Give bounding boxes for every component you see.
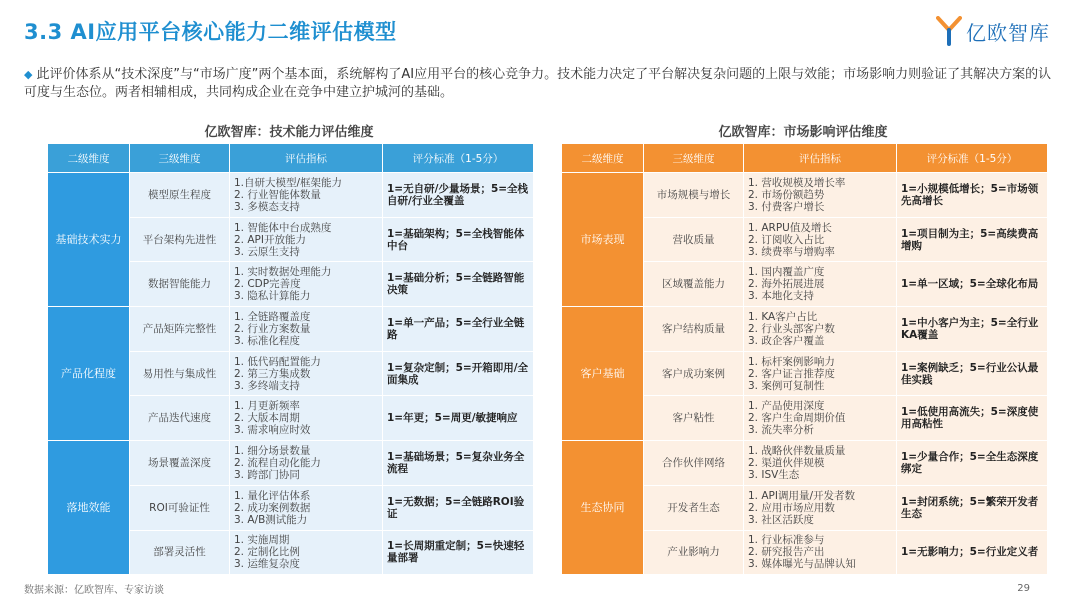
indicator-cell (744, 530, 897, 575)
indicator-cell (230, 173, 383, 218)
logo (936, 16, 1050, 46)
sub-dimension-cell: 合作伙伴网络 (644, 441, 744, 486)
indicator-line: 1. 量化评估体系 (234, 489, 311, 502)
indicator-cell (230, 441, 383, 486)
indicator-line: 3. 社区活跃度 (748, 513, 814, 526)
sub-dimension-cell: 客户成功案例 (644, 351, 744, 396)
indicator-line: 2. 第三方集成数 (234, 367, 311, 380)
scoring-standard-cell: 1=基础架构；5=全栈智能体中台 (383, 217, 534, 262)
category-cell: 基础技术实力 (48, 173, 130, 307)
indicator-cell (230, 217, 383, 262)
indicator-line: 1. 实时数据处理能力 (234, 266, 332, 279)
indicator-cell (230, 307, 383, 352)
page-title: 3.3 AI应用平台核心能力二维评估模型 (24, 20, 397, 44)
indicator-line: 2. 流程自动化能力 (234, 456, 321, 469)
category-cell: 落地效能 (48, 441, 130, 575)
indicator-cell (744, 217, 897, 262)
indicator-cell (744, 351, 897, 396)
sub-dimension-cell: 产品迭代速度 (130, 396, 230, 441)
indicator-cell (230, 262, 383, 307)
scoring-standard-cell: 1=无自研/少量场景；5=全栈自研/行业全覆盖 (383, 173, 534, 218)
sub-dimension-cell: 开发者生态 (644, 485, 744, 530)
indicator-line: 2. 应用市场应用数 (748, 501, 835, 514)
tech-table (47, 143, 534, 575)
logo-icon (936, 16, 962, 46)
indicator-line: 3. 政企客户覆盖 (748, 334, 825, 347)
indicator-cell (230, 485, 383, 530)
indicator-line: 1. 国内覆盖广度 (748, 266, 825, 279)
indicator-line: 1.自研大模型/框架能力 (234, 176, 343, 189)
indicator-line: 2. 成功案例数据 (234, 501, 311, 514)
scoring-standard-cell: 1=低使用高流失；5=深度使用高粘性 (897, 396, 1048, 441)
column-header: 评估指标 (744, 144, 897, 173)
scoring-standard-cell: 1=年更；5=周更/敏捷响应 (383, 396, 534, 441)
sub-dimension-cell: ROI可验证性 (130, 485, 230, 530)
indicator-line: 2. 渠道伙伴规模 (748, 456, 825, 469)
indicator-line: 1. 月更新频率 (234, 400, 300, 413)
sub-dimension-cell: 市场规模与增长 (644, 173, 744, 218)
indicator-cell (744, 441, 897, 486)
indicator-line: 1. 细分场景数量 (234, 444, 311, 457)
sub-dimension-cell: 产品矩阵完整性 (130, 307, 230, 352)
indicator-line: 3. 付费客户增长 (748, 200, 825, 213)
indicator-line: 1. 实施周期 (234, 534, 290, 547)
column-header: 二级维度 (562, 144, 644, 173)
indicator-line: 3. 需求响应时效 (234, 424, 311, 437)
indicator-line: 3. 本地化支持 (748, 290, 814, 303)
scoring-standard-cell: 1=单一区域；5=全球化布局 (897, 262, 1048, 307)
sub-dimension-cell: 营收质量 (644, 217, 744, 262)
scoring-standard-cell: 1=无影响力；5=行业定义者 (897, 530, 1048, 575)
indicator-line: 2. 订阅收入占比 (748, 233, 825, 246)
indicator-line: 2. 大版本周期 (234, 412, 300, 425)
indicator-line: 2. 市场份额趋势 (748, 188, 825, 201)
indicator-line: 3. 隐私计算能力 (234, 290, 311, 303)
indicator-line: 3. 多终端支持 (234, 379, 300, 392)
table-row (48, 441, 534, 486)
indicator-cell (230, 396, 383, 441)
scoring-standard-cell: 1=复杂定制；5=开箱即用/全面集成 (383, 351, 534, 396)
scoring-standard-cell: 1=封闭系统；5=繁荣开发者生态 (897, 485, 1048, 530)
intro-text: 此评价体系从“技术深度”与“市场广度”两个基本面，系统解构了AI应用平台的核心竞争力。技术能力决定了平台解决复杂问题的上限与效能；市场影响力则验证了其解决方案的认可度与生态位。两者相辅相成，共同构成企业在竞争中建立护城河的基础。 (24, 67, 1052, 100)
column-header: 三级维度 (130, 144, 230, 173)
indicator-line: 1. 产品使用深度 (748, 400, 825, 413)
indicator-line: 1. 标杆案例影响力 (748, 355, 835, 368)
sub-dimension-cell: 区域覆盖能力 (644, 262, 744, 307)
scoring-standard-cell: 1=长周期重定制；5=快速轻量部署 (383, 530, 534, 575)
column-header: 评估指标 (230, 144, 383, 173)
indicator-line: 3. 续费率与增购率 (748, 245, 835, 258)
sub-dimension-cell: 部署灵活性 (130, 530, 230, 575)
indicator-line: 2. CDP完善度 (234, 278, 301, 291)
table-row (562, 173, 1048, 218)
page-number: 29 (1017, 583, 1030, 594)
indicator-line: 2. 客户证言推荐度 (748, 367, 835, 380)
indicator-cell (744, 485, 897, 530)
column-header: 评分标准（1-5分） (897, 144, 1048, 173)
indicator-line: 3. 多模态支持 (234, 200, 300, 213)
market-table-title: 亿欧智库：市场影响评估维度 (718, 125, 888, 140)
table-row (48, 307, 534, 352)
diamond-bullet-icon: ◆ (24, 68, 33, 81)
indicator-line: 3. 流失率分析 (748, 424, 814, 437)
indicator-line: 3. 案例可复制性 (748, 379, 825, 392)
scoring-standard-cell: 1=单一产品；5=全行业全链路 (383, 307, 534, 352)
indicator-cell (744, 173, 897, 218)
indicator-line: 2. 行业方案数量 (234, 322, 311, 335)
intro-text-block (24, 66, 1054, 102)
indicator-cell (230, 351, 383, 396)
table-row (562, 441, 1048, 486)
indicator-line: 1. KA客户占比 (748, 310, 818, 323)
sub-dimension-cell: 模型原生程度 (130, 173, 230, 218)
category-cell: 生态协同 (562, 441, 644, 575)
scoring-standard-cell: 1=中小客户为主；5=全行业KA覆盖 (897, 307, 1048, 352)
indicator-line: 3. 运维复杂度 (234, 558, 300, 571)
scoring-standard-cell: 1=基础分析；5=全链路智能决策 (383, 262, 534, 307)
indicator-line: 3. 标准化程度 (234, 334, 300, 347)
tech-table-title: 亿欧智库：技术能力评估维度 (204, 125, 374, 140)
indicator-line: 2. 定制化比例 (234, 546, 300, 559)
scoring-standard-cell: 1=小规模低增长；5=市场领先高增长 (897, 173, 1048, 218)
indicator-line: 1. 全链路覆盖度 (234, 310, 311, 323)
table-row (562, 307, 1048, 352)
indicator-line: 1. API调用量/开发者数 (748, 489, 856, 502)
indicator-line: 3. ISV生态 (748, 468, 800, 481)
sub-dimension-cell: 客户粘性 (644, 396, 744, 441)
indicator-line: 1. 营收规模及增长率 (748, 176, 846, 189)
scoring-standard-cell: 1=案例缺乏；5=行业公认最佳实践 (897, 351, 1048, 396)
category-cell: 市场表现 (562, 173, 644, 307)
indicator-line: 1. 战略伙伴数量质量 (748, 444, 846, 457)
scoring-standard-cell: 1=项目制为主；5=高续费高增购 (897, 217, 1048, 262)
indicator-line: 3. 媒体曝光与品牌认知 (748, 558, 856, 571)
sub-dimension-cell: 客户结构质量 (644, 307, 744, 352)
indicator-line: 3. 跨部门协同 (234, 468, 300, 481)
indicator-cell (230, 530, 383, 575)
table-row (48, 173, 534, 218)
sub-dimension-cell: 产业影响力 (644, 530, 744, 575)
scoring-standard-cell: 1=少量合作；5=全生态深度绑定 (897, 441, 1048, 486)
indicator-line: 2. 海外拓展进展 (748, 278, 825, 291)
scoring-standard-cell: 1=无数据；5=全链路ROI验证 (383, 485, 534, 530)
indicator-line: 2. 客户生命周期价值 (748, 412, 846, 425)
indicator-line: 2. 行业头部客户数 (748, 322, 835, 335)
sub-dimension-cell: 场景覆盖深度 (130, 441, 230, 486)
indicator-line: 1. 低代码配置能力 (234, 355, 321, 368)
sub-dimension-cell: 易用性与集成性 (130, 351, 230, 396)
indicator-line: 1. 行业标准参与 (748, 534, 825, 547)
indicator-line: 3. A/B测试能力 (234, 513, 308, 526)
indicator-line: 2. 研究报告产出 (748, 546, 825, 559)
indicator-line: 2. 行业智能体数量 (234, 188, 321, 201)
logo-text: 亿欧智库 (966, 20, 1050, 45)
indicator-line: 2. API开放能力 (234, 233, 306, 246)
indicator-cell (744, 262, 897, 307)
market-table (561, 143, 1048, 575)
indicator-cell (744, 396, 897, 441)
indicator-cell (744, 307, 897, 352)
column-header: 三级维度 (644, 144, 744, 173)
sub-dimension-cell: 数据智能能力 (130, 262, 230, 307)
category-cell: 产品化程度 (48, 307, 130, 441)
indicator-line: 3. 云原生支持 (234, 245, 300, 258)
sub-dimension-cell: 平台架构先进性 (130, 217, 230, 262)
scoring-standard-cell: 1=基础场景；5=复杂业务全流程 (383, 441, 534, 486)
category-cell: 客户基础 (562, 307, 644, 441)
indicator-line: 1. ARPU值及增长 (748, 221, 832, 234)
indicator-line: 1. 智能体中台成熟度 (234, 221, 332, 234)
column-header: 评分标准（1-5分） (383, 144, 534, 173)
data-source-note: 数据来源：亿欧智库、专家访谈 (24, 585, 164, 596)
column-header: 二级维度 (48, 144, 130, 173)
